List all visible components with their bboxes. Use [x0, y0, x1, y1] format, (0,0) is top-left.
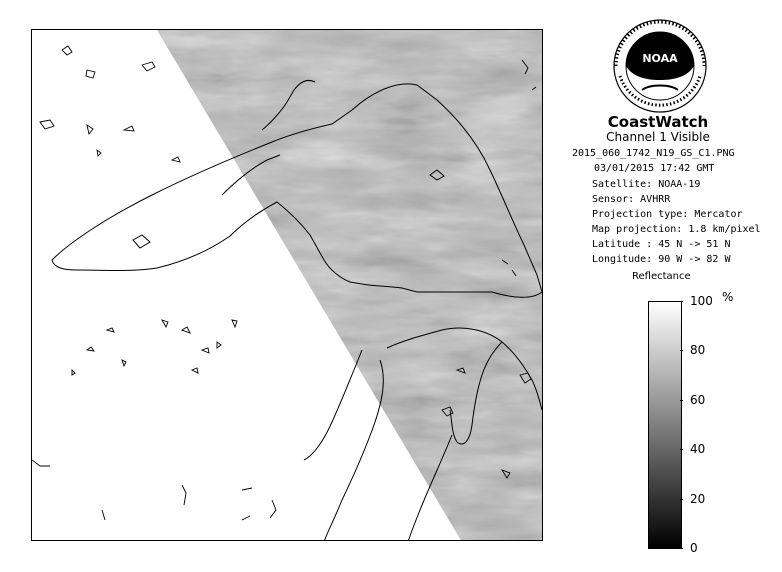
colorbar-label: Reflectance	[632, 271, 691, 282]
colorbar-tick-label: 40	[690, 442, 706, 457]
colorbar-tick	[680, 301, 683, 302]
reflectance-colorbar	[648, 301, 682, 549]
sensor: Sensor: AVHRR	[592, 194, 671, 205]
noaa-logo	[612, 18, 708, 114]
latitude-range: Latitude : 45 N -> 51 N	[592, 239, 731, 250]
inland-lakes-south	[72, 320, 237, 375]
colorbar-tick	[680, 449, 683, 450]
satellite: Satellite: NOAA-19	[592, 179, 701, 190]
inland-lakes-north	[40, 46, 180, 162]
colorbar-tick	[680, 548, 683, 549]
info-panel	[560, 18, 782, 572]
channel-subtitle: Channel 1 Visible	[606, 130, 710, 144]
longitude-range: Longitude: 90 W -> 82 W	[592, 254, 731, 265]
app-title: CoastWatch	[607, 113, 709, 131]
colorbar-tick	[680, 350, 683, 351]
map-canvas	[32, 30, 542, 540]
colorbar-tick-label: 0	[690, 541, 698, 555]
projection-type: Projection type: Mercator	[592, 209, 743, 220]
colorbar-tick	[680, 499, 683, 500]
colorbar-tick-label: 60	[690, 392, 706, 407]
noaa-logo-text: NOAA	[642, 52, 678, 65]
colorbar-tick-label: 20	[690, 491, 706, 506]
image-filename: 2015_060_1742_N19_GS_C1.PNG	[572, 148, 735, 159]
satellite-map	[31, 29, 543, 541]
colorbar-unit: %	[722, 290, 734, 304]
colorbar-tick-label: 80	[690, 343, 706, 358]
colorbar-tick-label: 100	[690, 294, 713, 308]
colorbar-tick	[680, 400, 683, 401]
imagery-swath	[32, 30, 542, 540]
datetime: 03/01/2015 17:42 GMT	[594, 163, 715, 174]
island	[133, 235, 150, 248]
map-projection: Map projection: 1.8 km/pixel	[592, 224, 761, 235]
southwest-shorelines	[32, 460, 276, 520]
